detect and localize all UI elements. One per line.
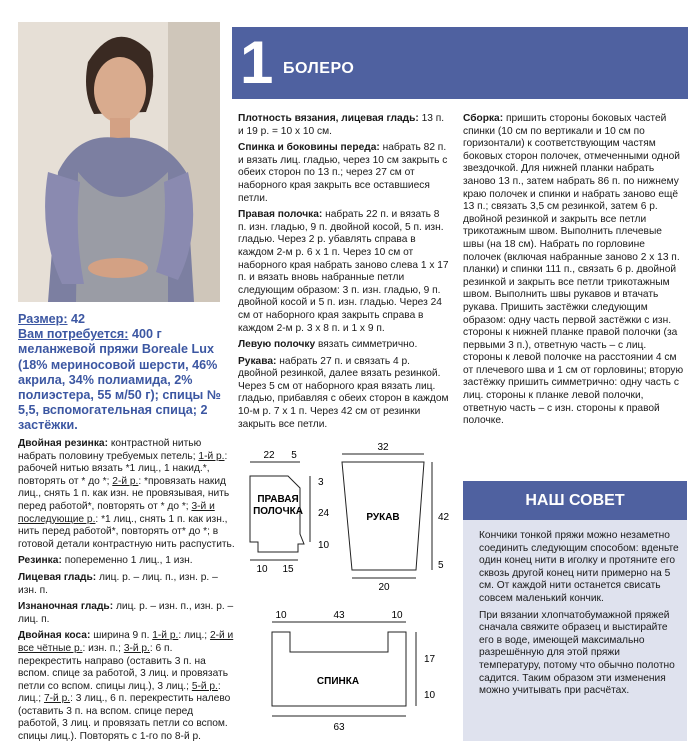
dim: 43 bbox=[333, 610, 345, 621]
back-paragraph bbox=[238, 142, 450, 205]
tip-paragraph-1: Кончики тонкой пряжи можно незаметно соединить следующим способом: вденьте один конец нити в иголку и протяните его сквозь другой конец нити примерно на 5 см. От каждой нити останется свисать совсем маленький кончик. bbox=[479, 530, 679, 604]
tip-title: НАШ СОВЕТ bbox=[463, 481, 687, 520]
model-photo bbox=[18, 22, 220, 302]
materials-text: 400 г меланжевой пряжи Boreale Lux (18% мериносовой шерсти, 46% акрила, 34% полиамида, 2% полиэстера, 55 м/50 г); спицы № 5,5, вспомогательная спица; 2 застёжки. bbox=[18, 327, 221, 433]
row-ref: 3-й р. bbox=[123, 642, 150, 654]
row-ref: 2-й и все чётные р. bbox=[18, 630, 234, 654]
instructions-column-2 bbox=[463, 113, 685, 432]
dim: 10 bbox=[275, 610, 287, 621]
text: : *1 лиц., снять 1 п. как изн., нить перед работой*, повторять от* до *; в готовой детали контрастную нить распустить. bbox=[18, 513, 235, 550]
sleeves-paragraph bbox=[238, 356, 450, 432]
text: : *провязать накид лиц., снять 1 п. как изн. не провязывая, нить перед работой*, повторять от * до *; bbox=[18, 475, 230, 512]
dim: 10 bbox=[391, 610, 403, 621]
front-label-1: ПРАВАЯ bbox=[257, 494, 299, 505]
stitch-definitions bbox=[18, 438, 236, 748]
row-ref: 5-й р. bbox=[191, 680, 218, 692]
text: : рабочей нитью вязать *1 лиц., 1 накид.*, повторять от * до *; bbox=[18, 450, 228, 487]
term: Правая полочка: bbox=[238, 209, 323, 221]
size-value: 42 bbox=[71, 312, 86, 326]
dim: 24 bbox=[318, 508, 330, 519]
text: контрастной нитью набрать половину требуемых петель; bbox=[18, 438, 202, 462]
dim: 63 bbox=[333, 722, 345, 733]
dim: 10 bbox=[318, 540, 330, 551]
stockinette-paragraph bbox=[18, 572, 236, 597]
dim: 10 bbox=[256, 564, 268, 575]
row-ref: 2-й р. bbox=[112, 475, 139, 487]
double-cable-paragraph bbox=[18, 630, 236, 743]
text: : 6 п. перекрестить направо (оставить 3 п. на вспом. спице за работой, 3 лиц. и провязать петли со вспом. спицы лиц.), 3 лиц.; bbox=[18, 642, 228, 692]
assembly-paragraph bbox=[463, 113, 685, 428]
text: ширина 9 п. bbox=[93, 630, 150, 642]
dim: 17 bbox=[424, 654, 436, 665]
text: : лиц.; bbox=[18, 680, 221, 705]
dim: 5 bbox=[291, 450, 297, 461]
row-ref: 1-й р. bbox=[198, 450, 225, 462]
term: Спинка и боковины переда: bbox=[238, 142, 380, 154]
term: Двойная коса: bbox=[18, 630, 91, 642]
rib-paragraph bbox=[18, 555, 236, 568]
bolero-illustration bbox=[18, 22, 220, 302]
term: Резинка: bbox=[18, 555, 62, 567]
dim: 42 bbox=[438, 512, 450, 523]
text: лиц. р. – лиц. п., изн. р. – изн. п. bbox=[18, 571, 218, 596]
schematics bbox=[238, 440, 462, 742]
text: : лиц.; bbox=[178, 630, 208, 642]
row-ref: 7-й р. bbox=[43, 693, 71, 705]
row-ref: 1-й р. bbox=[152, 630, 179, 642]
dim: 5 bbox=[438, 560, 444, 571]
sleeve-label: РУКАВ bbox=[366, 512, 400, 523]
dim: 3 bbox=[318, 477, 324, 488]
gauge-paragraph bbox=[238, 113, 450, 138]
term: Сборка: bbox=[463, 113, 504, 124]
term: Изнаночная гладь: bbox=[18, 601, 114, 613]
materials-label: Вам потребуется: bbox=[18, 327, 129, 342]
text: 13 п. и 19 р. = 10 x 10 см. bbox=[238, 113, 445, 137]
text: попеременно 1 лиц., 1 изн. bbox=[64, 555, 193, 567]
text: набрать 22 п. и вязать 8 п. изн. гладью, 9 п. двойной косой, 5 п. изн. гладью. Через 2 р. убавлять справа в каждом 2-м р. 6 x 1 п. Через 10 см от наборного края набрать заново слева 1 x 17 п. и вязать вновь набранные петли следующим образом: 3 п. изн. гладью, 9 п. двойной косой и 5 п. изн. гладью. Через 24 см от наборного края закрыть справа в каждом 2-м р. 3 x 8 п. и 1 x 9 п. bbox=[238, 209, 449, 334]
dim: 32 bbox=[377, 442, 389, 453]
row-ref: 3-й и последующие р. bbox=[18, 500, 215, 525]
front-label-2: ПОЛОЧКА bbox=[253, 506, 303, 517]
instructions-column-1 bbox=[238, 113, 450, 435]
double-rib-paragraph bbox=[18, 438, 236, 551]
text: лиц. р. – изн. п., изн. р. – лиц. п. bbox=[18, 601, 234, 625]
pattern-title: БОЛЕРО bbox=[283, 60, 355, 77]
tip-paragraph-2: При вязании хлопчатобумажной пряжей сначала свяжите образец и выстирайте его в воде, имеющей максимально разрешённую для этой пряжи температуру, потому что обычно полотно садится. Таким образом эти изменения можно учитывать при расчётах. bbox=[479, 609, 675, 697]
size-label: Размер: bbox=[18, 312, 68, 326]
dim: 22 bbox=[263, 450, 275, 461]
dim: 20 bbox=[378, 582, 390, 593]
size-materials-block bbox=[18, 312, 233, 434]
text: : изн. п.; bbox=[82, 642, 121, 654]
text: : 3 лиц., 6 п. перекрестить налево (оставить 3 п. на вспом. спице перед работой, 3 лиц. и провязать петли со вспом. спицы лиц.). Повторять с 1-го по 8-й р. bbox=[18, 693, 231, 743]
term: Левую полочку bbox=[238, 339, 316, 351]
text: набрать 82 п. и вязать лиц. гладью, через 10 см закрыть с обеих сторон по 13 п.; через 27 см от наборного края закрыть все оставшиеся петли. bbox=[238, 142, 448, 204]
text: набрать 27 п. и связать 4 р. двойной резинкой, далее вязать резинкой. Через 5 см от наборного края вязать лиц. гладью, прибавляя с обеих сторон в каждом 10-м р. 7 x 1 п. Через 42 см от резинки закрыть все петли. bbox=[238, 355, 449, 430]
back-label: СПИНКА bbox=[316, 676, 360, 687]
text: вязать симметрично. bbox=[317, 339, 418, 351]
pattern-number: 1 bbox=[240, 29, 274, 96]
right-front-paragraph bbox=[238, 209, 450, 335]
tip-body bbox=[479, 530, 679, 698]
dim: 10 bbox=[424, 690, 436, 701]
left-front-paragraph bbox=[238, 339, 450, 352]
term: Рукава: bbox=[238, 355, 277, 367]
reverse-stockinette-paragraph bbox=[18, 601, 236, 626]
text: пришить стороны боковых частей спинки (10 см по вертикали и 10 см по горизонтали) к соответствующим частям боковых сторон полочек, отмеченными одной звездочкой. Для нижней планки набрать заново 13 п., затем набрать 86 п. по нижнему краю полочек и спинки и набрать заново ещё 13 п.; связать 3,5 см резинкой, затем 6 р. двойной резинкой и закрыть все петли трикотажным швом. Выполнить плечевые швы (на 18 см). Набрать по горловине полочек (включая набранные заново 2 x 13 п. планки) и спинки 111 п., связать 6 р. двойной резинкой и закрыть все петли трикотажным швом. Выполнить швы рукавов и втачать рукава. Пришить застёжки следующим образом: одну часть первой застёжки с изн. стороны к нижней планке правой полочки (за первыми 3 п.), ответную часть – с лиц. стороны к левой полочке на расстоянии 4 см от плечевого шва и 1 см от горловины; вторую застёжку пришить симметрично: одну часть с лиц. стороны к планке левой полочки, ответную часть – с изн. стороны к правой полочке. bbox=[463, 113, 684, 427]
term: Плотность вязания, лицевая гладь: bbox=[238, 113, 419, 124]
term: Лицевая гладь: bbox=[18, 571, 97, 583]
dim: 15 bbox=[282, 564, 294, 575]
term: Двойная резинка: bbox=[18, 438, 108, 449]
